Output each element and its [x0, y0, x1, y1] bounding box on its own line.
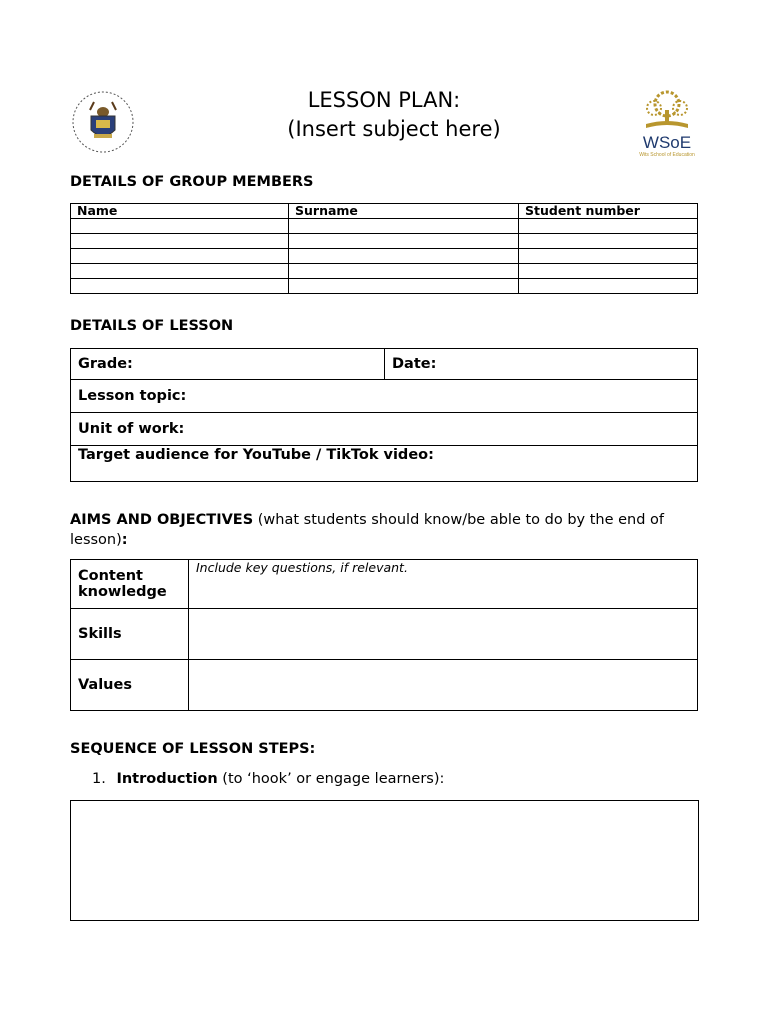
surname-cell[interactable] — [289, 234, 519, 249]
target-audience-label[interactable]: Target audience for YouTube / TikTok video: — [71, 446, 698, 482]
step-1-description: (to ‘hook’ or engage learners): — [217, 771, 445, 787]
student-number-cell[interactable] — [519, 264, 698, 279]
column-header-name: Name — [71, 204, 289, 219]
name-cell[interactable] — [71, 234, 289, 249]
step-1-item — [92, 771, 444, 787]
name-cell[interactable] — [71, 219, 289, 234]
surname-cell[interactable] — [289, 264, 519, 279]
lesson-topic-label[interactable]: Lesson topic: — [71, 380, 698, 413]
table-header-row — [71, 204, 698, 219]
student-number-cell[interactable] — [519, 249, 698, 264]
wsoe-logo-subtext: Wits School of Education — [639, 152, 695, 158]
column-header-surname: Surname — [289, 204, 519, 219]
values-label: Values — [71, 660, 189, 711]
aims-table — [70, 559, 698, 711]
table-row — [71, 234, 698, 249]
student-number-cell[interactable] — [519, 219, 698, 234]
skills-cell[interactable] — [189, 609, 698, 660]
sequence-heading: SEQUENCE OF LESSON STEPS: — [70, 741, 316, 757]
student-number-cell[interactable] — [519, 234, 698, 249]
date-label[interactable]: Date: — [385, 349, 698, 380]
unit-of-work-label[interactable]: Unit of work: — [71, 413, 698, 446]
content-knowledge-label: Content knowledge — [71, 560, 189, 609]
column-header-student-number: Student number — [519, 204, 698, 219]
aims-heading-colon: : — [121, 532, 128, 548]
introduction-box[interactable] — [70, 800, 699, 921]
table-row — [71, 249, 698, 264]
table-row — [71, 264, 698, 279]
name-cell[interactable] — [71, 279, 289, 294]
name-cell[interactable] — [71, 264, 289, 279]
values-cell[interactable] — [189, 660, 698, 711]
lesson-details-table — [70, 348, 698, 482]
wsoe-logo-text: WSoE — [642, 133, 692, 152]
aims-heading-description: (what students should know/be able to do by the end of lesson) — [70, 512, 665, 548]
wsoe-logo — [634, 90, 700, 160]
step-1-title: Introduction — [116, 771, 218, 787]
group-members-table — [70, 203, 698, 294]
step-1-number: 1. — [92, 771, 106, 787]
document-title: LESSON PLAN: — [307, 88, 461, 112]
name-cell[interactable] — [71, 249, 289, 264]
surname-cell[interactable] — [289, 219, 519, 234]
table-row — [71, 279, 698, 294]
skills-label: Skills — [71, 609, 189, 660]
group-members-heading: DETAILS OF GROUP MEMBERS — [70, 174, 314, 190]
grade-label[interactable]: Grade: — [71, 349, 385, 380]
aims-heading-bold: AIMS AND OBJECTIVES — [70, 512, 254, 528]
surname-cell[interactable] — [289, 249, 519, 264]
content-knowledge-cell[interactable] — [189, 560, 698, 609]
lesson-details-heading: DETAILS OF LESSON — [70, 318, 234, 334]
table-row — [71, 219, 698, 234]
content-knowledge-hint: Include key questions, if relevant. — [196, 560, 408, 575]
tree-icon — [634, 90, 700, 130]
document-subtitle: (Insert subject here) — [287, 117, 501, 141]
surname-cell[interactable] — [289, 279, 519, 294]
aims-heading — [70, 510, 700, 550]
student-number-cell[interactable] — [519, 279, 698, 294]
